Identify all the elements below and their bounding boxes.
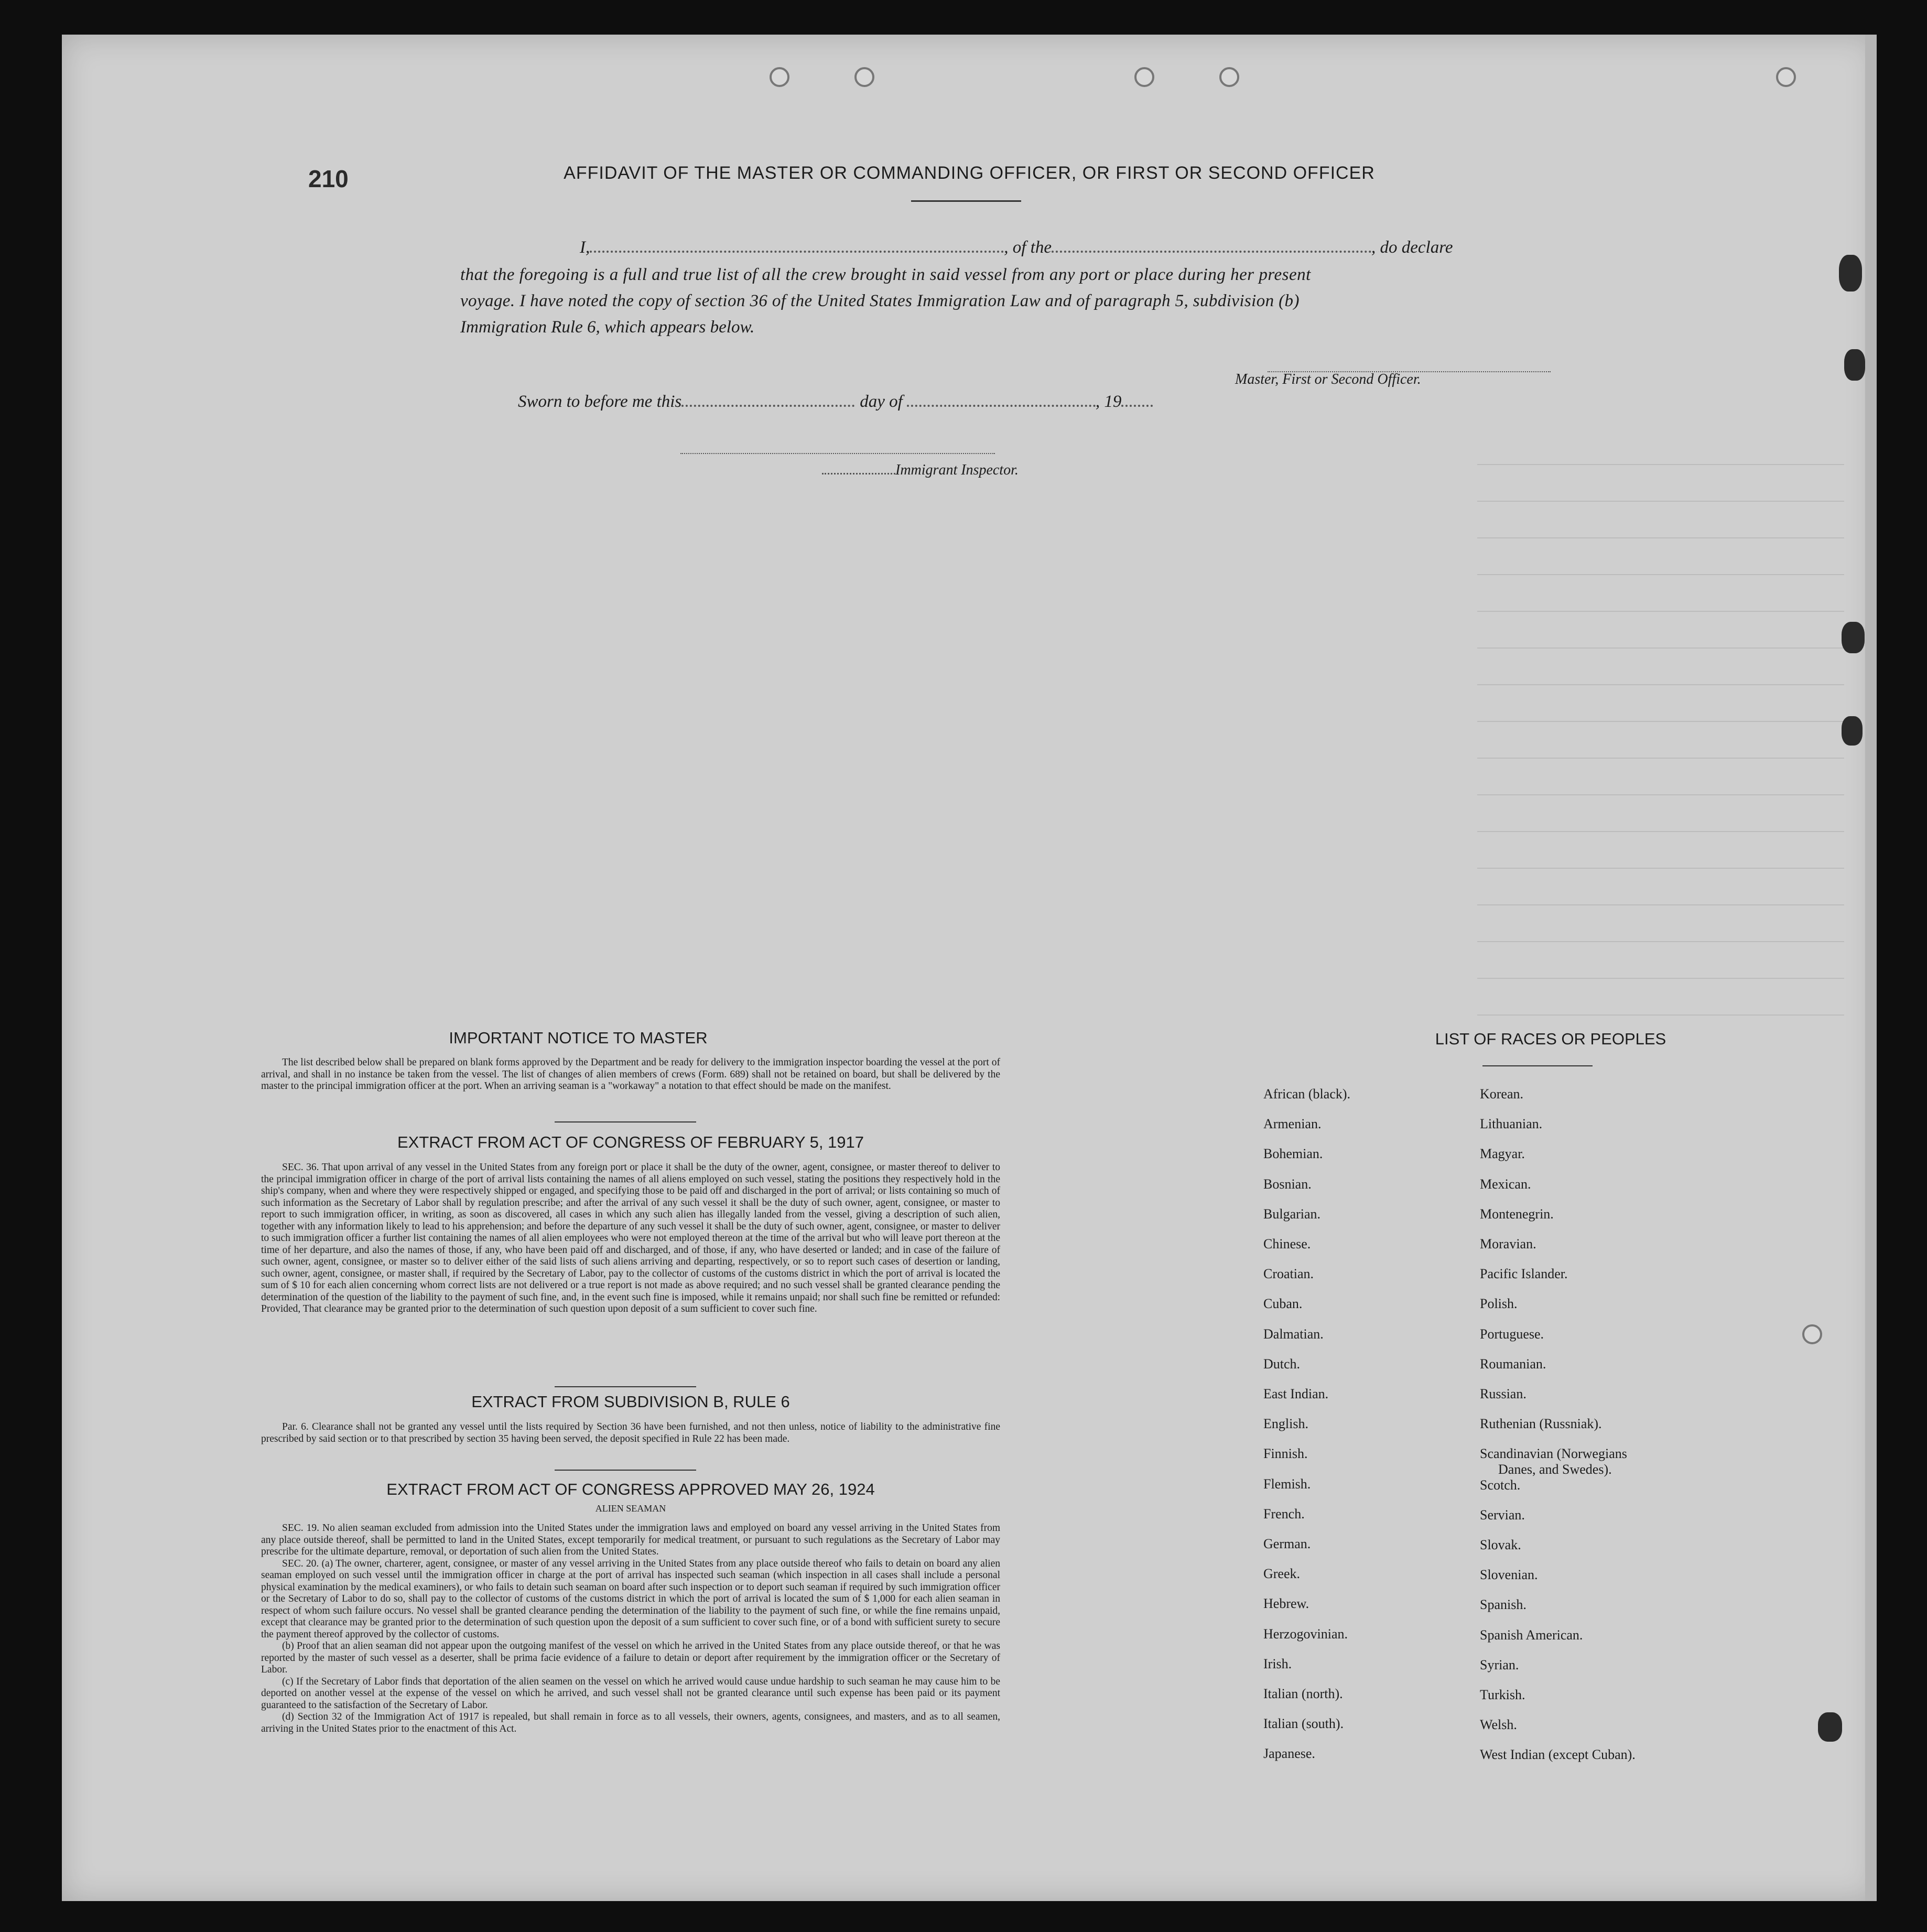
extract-rule6-text: [261, 1421, 1000, 1445]
extract-1917-text: [261, 1162, 1000, 1315]
sworn-year-blank: [1121, 405, 1153, 407]
affidavit-i: I,: [580, 238, 590, 257]
race-item: Italian (north).: [1263, 1686, 1343, 1701]
race-item: Turkish.: [1480, 1687, 1525, 1702]
race-item: French.: [1263, 1506, 1305, 1521]
section-19: SEC. 19. No alien seaman excluded from admission into the United States under the immigration laws and employed on board any vessel arriving in the United States from any place outside thereof, shall be permitted to land in the United States, except temporarily for medical treatment, or pursuant to such regulations as the Secretary of Labor may prescribe for the ultimate departure, removal, or deportation of such alien from the United States.: [261, 1523, 1000, 1557]
race-item: Portuguese.: [1480, 1326, 1544, 1342]
race-item: West Indian (except Cuban).: [1480, 1747, 1636, 1763]
race-item: Mexican.: [1480, 1176, 1531, 1192]
race-item: Herzogovinian.: [1263, 1626, 1348, 1642]
divider-rule: [555, 1470, 696, 1471]
race-item: Polish.: [1480, 1296, 1518, 1312]
binder-clip: [1842, 622, 1865, 653]
divider-rule: [555, 1386, 696, 1387]
affidavit-line-1: [518, 238, 1453, 257]
master-label: Master, First or Second Officer.: [1235, 371, 1421, 387]
sworn-day-blank: [681, 405, 854, 407]
race-item: Irish.: [1263, 1656, 1292, 1671]
race-item: Greek.: [1263, 1566, 1301, 1582]
race-item: East Indian.: [1263, 1386, 1329, 1401]
race-item: Scotch.: [1480, 1477, 1521, 1493]
section-20a: SEC. 20. (a) The owner, charterer, agent, consignee, or master of any vessel arriving in the United States from any place outside thereof who fails to detain on board any alien seaman employed on such vessel until the immigration officer in charge at the port of arrival has inspected such seaman (which inspection in all cases shall include a personal physical examination by the medical examiners), or who fails to detain such seaman on board after such inspection or to deport such seaman if required by such immigration officer or the Secretary of Labor to do so, shall pay to the collector of customs of the customs district in which the port of arrival is located the sum of $ 1,000 for each alien seaman in respect of whom such failure occurs. No vessel shall be granted clearance pending the determination of the liability to the payment of such fine, or while the fine remains unpaid, except that clearance may be granted prior to the determination of such question upon the deposit of a sum sufficient to cover such fine, or of a bond with sufficient surety to secure the payment thereof approved by the collector of customs.: [261, 1558, 1000, 1640]
race-item: Dalmatian.: [1263, 1326, 1324, 1342]
race-item: German.: [1263, 1536, 1311, 1551]
binder-clip: [1839, 255, 1862, 292]
inspector-line: [822, 462, 1019, 479]
punch-hole: [770, 67, 789, 87]
affidavit-line-2: that the foregoing is a full and true list of all the crew brought in said vessel from any port or place during her present: [460, 265, 1311, 284]
document-page: [62, 35, 1877, 1901]
race-item: Finnish.: [1263, 1446, 1308, 1462]
notice-paragraph: The list described below shall be prepared on blank forms approved by the Department and be ready for delivery to the immigration inspector boarding the vessel at the port of arrival, and shall in no instance be taken from the vessel. The list of changes of alien members of crews (Form. 689) shall not be retained on board, but shall be delivered by the master to the principal immigration officer at the port. When an arriving seaman is a "workaway" a notation to that effect should be made on the manifest.: [261, 1057, 1000, 1092]
race-item: African (black).: [1263, 1086, 1351, 1102]
affidavit-of-the: , of the: [1004, 238, 1052, 257]
alien-seaman-subtitle: ALIEN SEAMAN: [595, 1503, 666, 1514]
title-rule: [911, 200, 1021, 202]
extract-1917-title: EXTRACT FROM ACT OF CONGRESS OF FEBRUARY 5, 1917: [397, 1133, 864, 1151]
race-item: Italian (south).: [1263, 1716, 1344, 1732]
race-item: Slovak.: [1480, 1537, 1521, 1552]
race-item: Ruthenian (Russniak).: [1480, 1416, 1602, 1432]
section-20d: (d) Section 32 of the Immigration Act of 1917 is repealed, but shall remain in force as to all vessels, their owners, agents, consignees, and masters, and as to all seamen, arriving in the United States prior to the enactment of this Act.: [261, 1711, 1000, 1734]
race-item: Dutch.: [1263, 1356, 1301, 1372]
races-title: LIST OF RACES OR PEOPLES: [1435, 1030, 1666, 1048]
section-20b: (b) Proof that an alien seaman did not appear upon the outgoing manifest of the vessel on which he arrived in the United States from any place outside thereof, or that he was reported by the master of such vessel as a deserter, shall be prima facie evidence of a failure to detain or deport after requirement by the immigration officer or the Secretary of Labor.: [261, 1640, 1000, 1675]
affidavit-line-4: Immigration Rule 6, which appears below.: [460, 318, 755, 337]
race-item: Spanish.: [1480, 1597, 1527, 1613]
affidavit-title: AFFIDAVIT OF THE MASTER OR COMMANDING OFFICER, OR FIRST OR SECOND OFFICER: [564, 163, 1375, 183]
affidavit-line-3: voyage. I have noted the copy of section 36 of the United States Immigration Law and of paragraph 5, subdivision (b): [460, 292, 1300, 310]
day-of-text: day of: [860, 392, 903, 411]
race-item: Lithuanian.: [1480, 1116, 1543, 1132]
sworn-line: [518, 392, 1153, 412]
name-blank: [590, 251, 1004, 253]
page-number: 210: [308, 165, 349, 192]
race-item: Japanese.: [1263, 1746, 1315, 1762]
race-item: Slovenian.: [1480, 1567, 1538, 1583]
extract-rule6-title: EXTRACT FROM SUBDIVISION B, RULE 6: [471, 1393, 790, 1411]
race-item: Hebrew.: [1263, 1596, 1309, 1612]
punch-hole: [1802, 1324, 1822, 1344]
notice-text: [261, 1057, 1000, 1093]
affidavit-declare: , do declare: [1371, 238, 1453, 257]
section-36-paragraph: SEC. 36. That upon arrival of any vessel in the United States from any foreign port or place it shall be the duty of the owner, agent, consignee, or master thereof to deliver to the principal immigration officer in charge of the port of arrival lists containing the names of all aliens employed on such vessel, stating the positions they respectively hold in the ship's company, when and where they were respectively shipped or engaged, and specifying those to be paid off and discharged in the port of arrival; or lists containing so much of such information as the Secretary of Labor shall by regulation prescribe; and after the arrival of any such vessel it shall be the duty of such owner, agent, consignee, or master to report to such immigration officer, in writing, as soon as discovered, all cases in which any such alien has illegally landed from the vessel, giving a description of such alien, together with any information likely to lead to his apprehension; and before the departure of any such vessel it shall be the duty of such owner, agent, consignee, or master to deliver to such immigration officer a further list containing the names of all alien employees who were not employed thereon at the time of the arrival but who will leave port thereon at the time of her departure, and also the names of those, if any, who have been paid off and discharged, and of those, if any, who have deserted or landed; and in case of the failure of such owner, agent, consignee, or master so to deliver either of the said lists of such aliens arriving and departing, respectively, or so to report such cases of desertion or landing, such owner, agent, consignee, or master shall, if required by the Secretary of Labor, pay to the collector of customs of the customs district in which the port of arrival is located the sum of $ 10 for each alien concerning whom correct lists are not delivered or a true report is not made as above required; and no such vessel shall be granted clearance pending the determination of the question of the liability to the payment of such fine, and, in the event such fine is imposed, while it remains unpaid; nor shall such fine be remitted or refunded: Provided, That clearance may be granted prior to the determination of such question upon deposit of a sum sufficient to cover such fine.: [261, 1162, 1000, 1314]
race-item: Armenian.: [1263, 1116, 1322, 1132]
binder-clip: [1842, 716, 1863, 746]
binder-clip: [1844, 349, 1865, 381]
race-item: Roumanian.: [1480, 1356, 1546, 1372]
inspector-signature-line: [680, 453, 995, 454]
year-text: , 19: [1095, 392, 1122, 411]
race-item: Pacific Islander.: [1480, 1266, 1568, 1282]
race-item: Scandinavian (Norwegians: [1480, 1446, 1627, 1462]
race-item: Servian.: [1480, 1507, 1525, 1523]
paragraph-6: Par. 6. Clearance shall not be granted any vessel until the lists required by Section 36 have been furnished, and not then unless, notice of liability to the administrative fine prescribed by said section or to that prescribed by section 35 having been served, the deposit specified in Rule 22 has been made.: [261, 1421, 1000, 1444]
punch-hole: [1219, 67, 1239, 87]
race-item: Moravian.: [1480, 1236, 1536, 1251]
race-item: Croatian.: [1263, 1266, 1314, 1282]
race-item: Welsh.: [1480, 1717, 1517, 1733]
race-item: Russian.: [1480, 1386, 1527, 1401]
vessel-blank: [1052, 251, 1371, 253]
extract-1924-title: EXTRACT FROM ACT OF CONGRESS APPROVED MAY 26, 1924: [386, 1480, 875, 1498]
race-item: Korean.: [1480, 1086, 1524, 1102]
punch-hole: [854, 67, 874, 87]
divider-rule: [555, 1121, 696, 1122]
race-item: Flemish.: [1263, 1476, 1311, 1492]
inspector-label: Immigrant Inspector.: [895, 462, 1019, 478]
race-item: Chinese.: [1263, 1236, 1311, 1251]
race-item: Bosnian.: [1263, 1176, 1312, 1192]
race-item: Danes, and Swedes).: [1498, 1462, 1612, 1477]
section-20c: (c) If the Secretary of Labor finds that deportation of the alien seamen on the vessel on which he arrived would cause undue hardship to such seaman he may cause him to be deported on another vessel at the expense of the vessel on which he arrived, and such vessel shall not be granted clearance until such expense has been paid or its payment guaranteed to the satisfaction of the Secretary of Labor.: [261, 1676, 1000, 1711]
race-item: Spanish American.: [1480, 1627, 1583, 1643]
inspector-blank: [822, 473, 895, 474]
page-edge: [1865, 35, 1877, 1901]
punch-hole: [1134, 67, 1154, 87]
race-item: Bohemian.: [1263, 1146, 1323, 1162]
race-item: Magyar.: [1480, 1146, 1525, 1162]
notice-title: IMPORTANT NOTICE TO MASTER: [449, 1029, 708, 1047]
race-item: Syrian.: [1480, 1657, 1519, 1672]
races-title-rule: [1482, 1065, 1593, 1066]
race-item: Montenegrin.: [1480, 1206, 1554, 1222]
sworn-month-blank: [907, 405, 1096, 407]
binder-clip: [1818, 1712, 1842, 1742]
race-item: English.: [1263, 1416, 1308, 1432]
extract-1924-text: [261, 1523, 1000, 1735]
race-item: Bulgarian.: [1263, 1206, 1321, 1222]
punch-hole: [1776, 67, 1796, 87]
race-item: Cuban.: [1263, 1296, 1303, 1312]
sworn-text: Sworn to before me this: [518, 392, 682, 411]
